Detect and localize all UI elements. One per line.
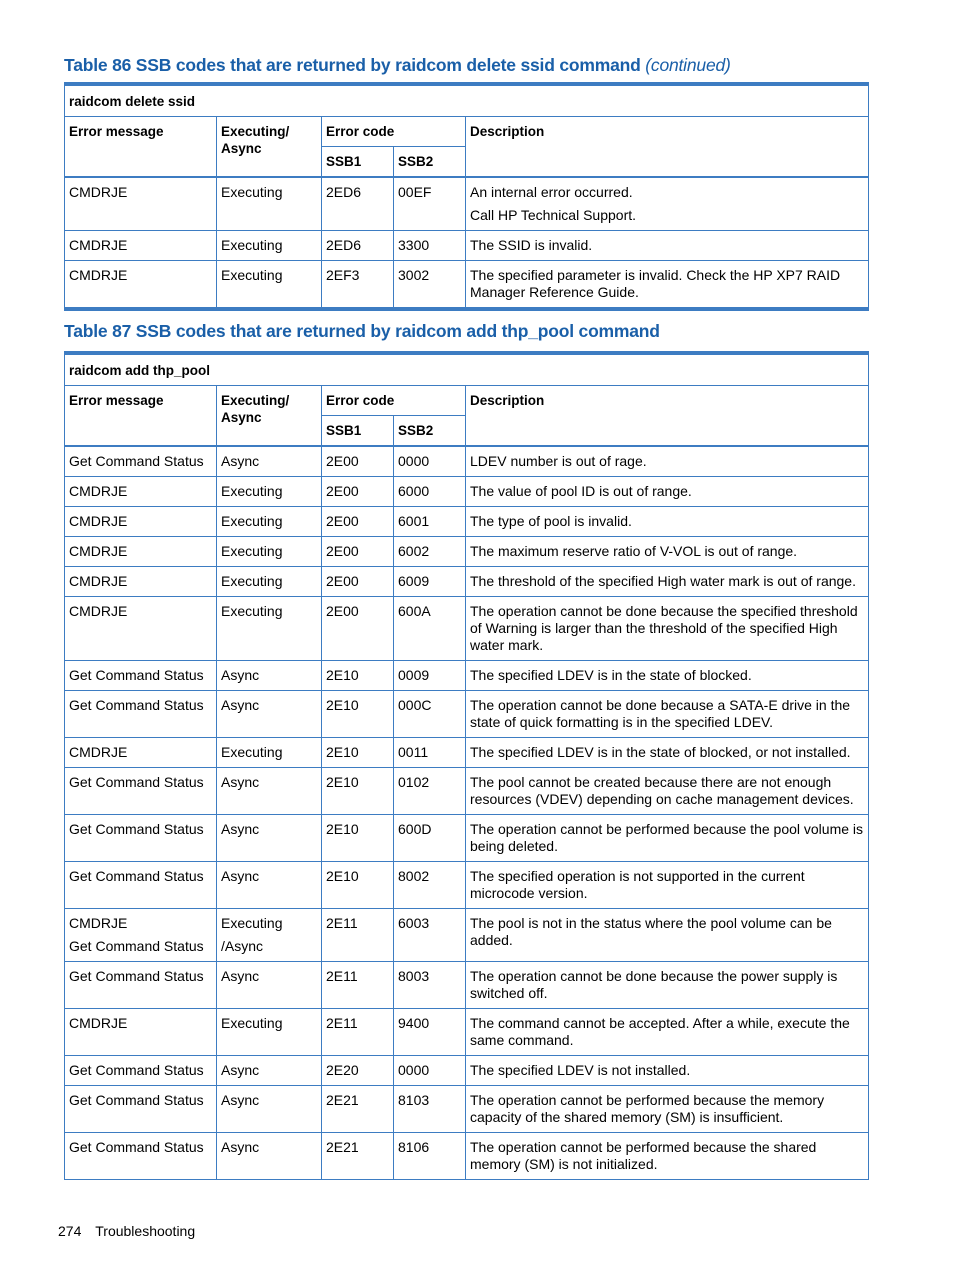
error-message-cell: Get Command Status [65,862,217,909]
ssb1-cell: 2E10 [322,661,394,691]
description-cell: An internal error occurred. Call HP Technical Support. [466,177,869,231]
error-message-cell: Get Command Status [65,446,217,477]
header-ssb1: SSB1 [322,147,394,178]
table-row [65,661,869,691]
table-row [65,261,869,310]
ssb2-cell: 8106 [394,1133,466,1180]
section-name: Troubleshooting [95,1223,196,1239]
executing-cell: Executing [217,231,322,261]
ssb1-cell: 2E21 [322,1133,394,1180]
ssb1-cell: 2E00 [322,597,394,661]
error-message-cell: Get Command Status [65,768,217,815]
description-cell: The operation cannot be done because a SATA-E drive in the state of quick formatting is in the specified LDEV. [466,691,869,738]
ssb2-cell: 6003 [394,909,466,962]
description-cell: The type of pool is invalid. [466,507,869,537]
description-cell: The operation cannot be done because the specified threshold of Warning is larger than the threshold of the specified High water mark. [466,597,869,661]
ssb2-cell: 0102 [394,768,466,815]
description-cell: The threshold of the specified High water mark is out of range. [466,567,869,597]
error-message-cell: Get Command Status [65,1133,217,1180]
ssb2-cell: 600D [394,815,466,862]
ssb2-cell: 0000 [394,1056,466,1086]
table-row [65,1009,869,1056]
ssb2-cell: 600A [394,597,466,661]
table-87 [64,351,869,1180]
executing-cell: Async [217,815,322,862]
continued-label: (continued) [645,55,731,75]
table-row [65,1133,869,1180]
description-cell: The operation cannot be done because the power supply is switched off. [466,962,869,1009]
description-cell: The specified LDEV is not installed. [466,1056,869,1086]
executing-cell: Async [217,691,322,738]
executing-cell: Executing /Async [217,909,322,962]
ssb1-cell: 2E11 [322,1009,394,1056]
error-message-cell: CMDRJE [65,537,217,567]
header-error-code: Error code [322,386,466,416]
page-footer [58,1223,195,1239]
description-cell: The operation cannot be performed because the memory capacity of the shared memory (SM) is insufficient. [466,1086,869,1133]
error-message-cell: Get Command Status [65,691,217,738]
executing-cell: Async [217,1056,322,1086]
table-row [65,597,869,661]
error-message-cell: CMDRJE [65,597,217,661]
ssb1-cell: 2E10 [322,815,394,862]
description-cell: The SSID is invalid. [466,231,869,261]
ssb2-cell: 000C [394,691,466,738]
description-cell: The command cannot be accepted. After a while, execute the same command. [466,1009,869,1056]
header-error-message: Error message [65,117,217,178]
ssb2-cell: 3300 [394,231,466,261]
table-row [65,768,869,815]
executing-cell: Async [217,862,322,909]
description-cell: The maximum reserve ratio of V-VOL is out of range. [466,537,869,567]
executing-cell: Executing [217,738,322,768]
executing-cell: Executing [217,1009,322,1056]
executing-cell: Executing [217,537,322,567]
ssb2-cell: 00EF [394,177,466,231]
ssb1-cell: 2E10 [322,691,394,738]
table-row [65,909,869,962]
ssb1-cell: 2E11 [322,962,394,1009]
ssb1-cell: 2E00 [322,567,394,597]
error-message-cell: CMDRJE [65,738,217,768]
ssb2-cell: 0009 [394,661,466,691]
error-message-cell: CMDRJE [65,507,217,537]
command-name: raidcom delete ssid [65,84,869,117]
ssb2-cell: 6009 [394,567,466,597]
table-row [65,815,869,862]
ssb2-cell: 9400 [394,1009,466,1056]
error-message-cell: CMDRJE [65,261,217,310]
ssb1-cell: 2E10 [322,862,394,909]
table-row [65,177,869,231]
ssb1-cell: 2E00 [322,446,394,477]
executing-cell: Executing [217,477,322,507]
error-message-cell: Get Command Status [65,962,217,1009]
ssb1-cell: 2E20 [322,1056,394,1086]
table-86-caption [64,55,731,76]
error-message-cell: Get Command Status [65,1086,217,1133]
header-executing: Executing/ Async [217,386,322,447]
ssb1-cell: 2E00 [322,477,394,507]
header-error-message: Error message [65,386,217,447]
header-description: Description [466,386,869,447]
header-ssb1: SSB1 [322,416,394,447]
table-row [65,507,869,537]
executing-cell: Executing [217,597,322,661]
ssb2-cell: 0011 [394,738,466,768]
executing-cell: Executing [217,261,322,310]
error-message-cell: Get Command Status [65,661,217,691]
error-message-cell: CMDRJE [65,1009,217,1056]
ssb1-cell: 2E00 [322,507,394,537]
table-87-caption [64,321,660,342]
ssb2-cell: 8103 [394,1086,466,1133]
table-row [65,691,869,738]
ssb2-cell: 6001 [394,507,466,537]
table-row [65,1056,869,1086]
description-cell: The specified operation is not supported in the current microcode version. [466,862,869,909]
header-ssb2: SSB2 [394,416,466,447]
ssb1-cell: 2E10 [322,738,394,768]
executing-cell: Executing [217,177,322,231]
description-cell: The operation cannot be performed because the pool volume is being deleted. [466,815,869,862]
ssb2-cell: 0000 [394,446,466,477]
executing-cell: Executing [217,507,322,537]
executing-cell: Async [217,1086,322,1133]
header-description: Description [466,117,869,178]
error-message-cell: Get Command Status [65,1056,217,1086]
error-message-cell: CMDRJE Get Command Status [65,909,217,962]
ssb1-cell: 2E11 [322,909,394,962]
table-row [65,1086,869,1133]
description-cell: The specified LDEV is in the state of blocked, or not installed. [466,738,869,768]
ssb1-cell: 2EF3 [322,261,394,310]
error-message-cell: CMDRJE [65,567,217,597]
ssb2-cell: 8003 [394,962,466,1009]
table-row [65,962,869,1009]
error-message-cell: CMDRJE [65,477,217,507]
header-ssb2: SSB2 [394,147,466,178]
ssb1-cell: 2ED6 [322,231,394,261]
table-row [65,446,869,477]
table-row [65,537,869,567]
error-message-cell: CMDRJE [65,177,217,231]
executing-cell: Async [217,768,322,815]
table-row [65,477,869,507]
ssb1-cell: 2E21 [322,1086,394,1133]
executing-cell: Async [217,661,322,691]
error-message-cell: CMDRJE [65,231,217,261]
executing-cell: Async [217,962,322,1009]
executing-cell: Executing [217,567,322,597]
header-error-code: Error code [322,117,466,147]
page-number: 274 [58,1223,82,1239]
table-86 [64,82,869,311]
table-86-title: Table 86 SSB codes that are returned by raidcom delete ssid command [64,55,641,75]
description-cell: The specified parameter is invalid. Check the HP XP7 RAID Manager Reference Guide. [466,261,869,310]
table-row [65,567,869,597]
header-executing: Executing/ Async [217,117,322,178]
ssb1-cell: 2E10 [322,768,394,815]
ssb1-cell: 2ED6 [322,177,394,231]
command-name: raidcom add thp_pool [65,353,869,386]
description-cell: The pool cannot be created because there are not enough resources (VDEV) depending on cache management devices. [466,768,869,815]
ssb2-cell: 6002 [394,537,466,567]
ssb1-cell: 2E00 [322,537,394,567]
table-row [65,231,869,261]
ssb2-cell: 3002 [394,261,466,310]
executing-cell: Async [217,1133,322,1180]
description-cell: The specified LDEV is in the state of blocked. [466,661,869,691]
description-cell: The value of pool ID is out of range. [466,477,869,507]
table-row [65,738,869,768]
description-cell: The pool is not in the status where the pool volume can be added. [466,909,869,962]
ssb2-cell: 6000 [394,477,466,507]
description-cell: The operation cannot be performed because the shared memory (SM) is not initialized. [466,1133,869,1180]
ssb2-cell: 8002 [394,862,466,909]
error-message-cell: Get Command Status [65,815,217,862]
description-cell: LDEV number is out of rage. [466,446,869,477]
executing-cell: Async [217,446,322,477]
table-row [65,862,869,909]
table-87-title: Table 87 SSB codes that are returned by raidcom add thp_pool command [64,321,660,341]
